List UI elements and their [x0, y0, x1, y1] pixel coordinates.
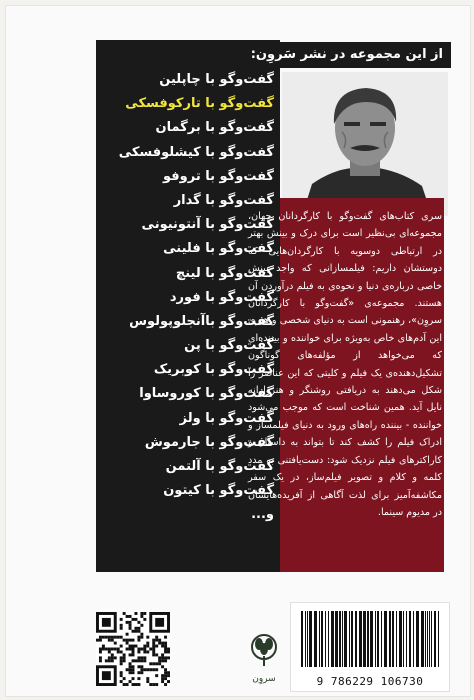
- series-title-item: گفت‌وگو با چاپلین: [159, 72, 274, 87]
- series-title-item: گفت‌وگو با آنتونیونی: [141, 217, 274, 233]
- series-title-item: گفت‌وگو با آلتمن: [165, 459, 274, 474]
- series-title-item: گفت‌وگو با گدار: [173, 192, 274, 208]
- barcode: [290, 602, 450, 692]
- qr-code-icon[interactable]: [96, 612, 170, 686]
- series-title-item: و...: [251, 507, 274, 523]
- series-title-item: گفت‌وگو با کیتون: [163, 483, 274, 499]
- publisher-name: سروِن: [252, 674, 276, 684]
- series-title-item: گفت‌وگو با ولز: [179, 410, 274, 426]
- portrait-photo: [282, 72, 448, 216]
- series-title-item: گفت‌وگو با کوروساوا: [139, 386, 274, 402]
- publisher-logo: [246, 634, 282, 686]
- series-title-item: گفت‌وگو با تارکوفسکی: [125, 96, 274, 112]
- series-title-item: گفت‌وگو با لینچ: [175, 265, 274, 281]
- series-header: از این مجموعه در نشر سَروِن:: [96, 42, 451, 68]
- series-title-item: گفت‌وگو با جارموش: [144, 434, 274, 450]
- series-description: سری کتاب‌های گفت‌وگو با کارگردانان جهان، مجموعه‌ای بی‌نظیر است برای درک و بینش بهتر در ارتباطی دوسویه با کارگردان‌هایی که دوستشان داریم: فیلمسازانی که واجد بینش خاصی درباره‌ی دنیا و نحوه‌ی به فیلم درآوردن آن هستند. مجموعه‌ی «گفت‌وگو با کارگردانان سروِن»، رهنمونی است به دنیای شخصی و هنری این آدم‌های خاص به‌ویژه برای خواننده و بیننده‌ای که می‌خواهد از مؤلفه‌های گوناگون تشکیل‌دهنده‌ی یک فیلم و کلیتی که این عناصر را شکل می‌دهند به دریافتی روشنگر و هنروارانه نایل آید. همین شناخت است که موجب می‌شود خواننده - بیننده راه‌های ورود به دنیای فیلمساز و ادراک فیلم را کشف کند تا بتواند به داستان و کاراکترهای فیلم نزدیک شود: دست‌یافتنی به مدد کلمه و کلام و تصویر فیلم‌ساز، در یک سفر مکاشفه‌آمیز برای لذت آگاهی از آفریده‌هایشان در مدیوم سینما.: [248, 211, 442, 518]
- series-title-item: گفت‌وگو باآنجلوپولوس: [129, 313, 274, 329]
- portrait-illustration: [282, 72, 448, 216]
- series-title-item: گفت‌وگو با فورد: [169, 289, 274, 305]
- series-title-item: گفت‌وگو با تروفو: [163, 168, 274, 184]
- barcode-icon: [299, 611, 441, 669]
- tree-logo-icon: [250, 634, 278, 668]
- series-title-item: گفت‌وگو با فلینی: [163, 241, 274, 257]
- series-title-item: گفت‌وگو با پن: [184, 338, 274, 354]
- isbn-number: 9 786229 106730: [316, 675, 424, 688]
- series-title-item: گفت‌وگو با برگمان: [155, 120, 274, 136]
- series-title-item: گفت‌وگو با کیشلوفسکی: [118, 144, 274, 160]
- series-title-item: گفت‌وگو با کوبریک: [153, 362, 274, 378]
